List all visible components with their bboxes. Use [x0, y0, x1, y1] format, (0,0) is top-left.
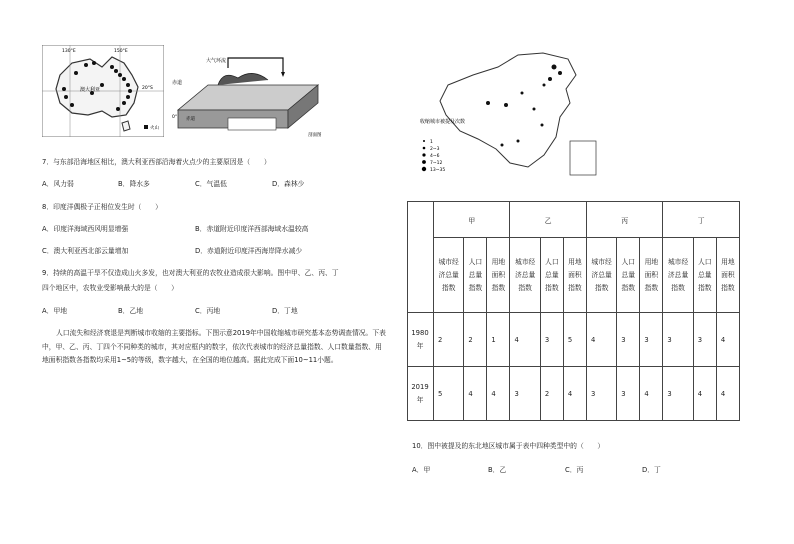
table-header: 用地面积指数	[487, 238, 510, 313]
svg-text:大气环流: 大气环流	[206, 58, 227, 64]
table-header: 用地面积指数	[563, 238, 586, 313]
table-cell: 3	[617, 313, 640, 367]
table-header: 人口总量指数	[464, 238, 487, 313]
q7-option-c[interactable]: C．气温低	[195, 180, 227, 188]
svg-text:7~12: 7~12	[430, 161, 443, 166]
table-cell: 4	[586, 313, 616, 367]
svg-text:130°E: 130°E	[62, 49, 76, 54]
table-header: 城市经济总量指数	[663, 238, 693, 313]
table-cell: 2	[434, 313, 464, 367]
q9-option-c[interactable]: C．丙地	[195, 307, 221, 315]
q10-option-b[interactable]: B．乙	[488, 466, 507, 474]
question-7-stem: 7．与东部沿海地区相比，澳大利亚西部沿海着火点少的主要原因是（ ）	[42, 158, 271, 166]
china-map	[418, 45, 600, 180]
svg-text:剖面图: 剖面图	[308, 133, 322, 138]
table-cell: 2	[464, 313, 487, 367]
table-cell: 4	[510, 313, 540, 367]
dipole-diagram-figure	[168, 50, 333, 138]
table-group-jia: 甲	[434, 202, 510, 238]
q9-option-d[interactable]: D．丁地	[272, 307, 298, 315]
map-label-australia: 澳大利亚	[80, 87, 101, 93]
table-cell: 3	[540, 313, 563, 367]
question-9-stem-line1: 9．持续的高温干旱不仅造成山火多发，也对澳大利亚的农牧业造成很大影响。图中甲、乙、丙、丁	[42, 269, 339, 277]
svg-text:1: 1	[430, 140, 433, 145]
table-row-year: 2019年	[408, 367, 434, 421]
table-header: 用地面积指数	[716, 238, 739, 313]
q10-option-d[interactable]: D．丁	[642, 466, 661, 474]
table-cell: 5	[434, 367, 464, 421]
table-cell: 2	[540, 367, 563, 421]
table-group-yi: 乙	[510, 202, 586, 238]
svg-text:2~3: 2~3	[430, 147, 440, 152]
table-row-year: 1980年	[408, 313, 434, 367]
svg-text:赤道: 赤道	[186, 117, 195, 122]
table-cell: 4	[693, 367, 716, 421]
table-cell: 4	[640, 367, 663, 421]
australia-map	[42, 45, 164, 137]
q10-option-a[interactable]: A．甲	[412, 466, 431, 474]
svg-text:150°E: 150°E	[114, 49, 128, 54]
q10-option-c[interactable]: C．丙	[565, 466, 584, 474]
q8-option-d[interactable]: D．赤道附近印度洋西海岸降水减少	[195, 247, 303, 255]
table-header: 城市经济总量指数	[586, 238, 616, 313]
svg-text:0°: 0°	[172, 115, 178, 120]
svg-text:13~35: 13~35	[430, 168, 446, 173]
q7-option-d[interactable]: D．森林少	[272, 180, 305, 188]
table-cell: 4	[563, 367, 586, 421]
table-cell: 4	[716, 313, 739, 367]
table-header: 人口总量指数	[540, 238, 563, 313]
svg-text:20°S: 20°S	[142, 86, 153, 91]
svg-text:火山: 火山	[150, 126, 159, 131]
question-9-stem-line2: 四个地区中，农牧业受影响最大的是（ ）	[42, 284, 178, 292]
table-group-bing: 丙	[586, 202, 662, 238]
table-cell: 3	[663, 313, 693, 367]
table-header: 人口总量指数	[617, 238, 640, 313]
china-map-figure	[418, 45, 600, 180]
passage-text: 人口流失和经济衰退是判断城市收缩的主要指标。下图示意2019年中国收缩城市研究基本态势调查情况。下表中，甲、乙、丙、丁四个不同种类的城市，其对应框内的数字，依次代表城市的经济总量指数、人口数量指数、用地面积指数各指数均采用1~5的等级，数字越大，在全国的地位越高。据此完成下面10~11小题。	[42, 329, 386, 364]
question-8-stem: 8．印度洋偶极子正相位发生时（ ）	[42, 203, 162, 211]
table-cell: 3	[617, 367, 640, 421]
q7-option-b[interactable]: B．降水多	[118, 180, 150, 188]
table-cell: 3	[693, 313, 716, 367]
table-header: 城市经济总量指数	[434, 238, 464, 313]
q9-option-b[interactable]: B．乙地	[118, 307, 144, 315]
table-cell: 3	[663, 367, 693, 421]
australia-map-figure	[42, 45, 164, 137]
table-cell: 4	[487, 367, 510, 421]
q7-option-a[interactable]: A．风力弱	[42, 180, 74, 188]
q9-option-a[interactable]: A．甲地	[42, 307, 68, 315]
svg-text:4~6: 4~6	[430, 154, 440, 159]
svg-text:赤道: 赤道	[172, 80, 183, 86]
table-header: 城市经济总量指数	[510, 238, 540, 313]
table-group-ding: 丁	[663, 202, 740, 238]
table-cell: 4	[464, 367, 487, 421]
table-cell: 3	[586, 367, 616, 421]
q8-option-c[interactable]: C．澳大利亚西北部云量增加	[42, 247, 129, 255]
china-map-legend-title: 收缩城市被提及次数	[420, 119, 466, 125]
table-cell: 1	[487, 313, 510, 367]
table-cell: 3	[510, 367, 540, 421]
q8-option-a[interactable]: A．印度洋海域西风明显增强	[42, 225, 129, 233]
table-header: 用地面积指数	[640, 238, 663, 313]
city-index-table	[407, 201, 740, 421]
question-10-stem: 10．图中被提及的东北地区城市属于表中四种类型中的（ ）	[412, 442, 605, 450]
table-cell: 3	[640, 313, 663, 367]
q8-option-b[interactable]: B．赤道附近印度洋西部海域水温较高	[195, 225, 309, 233]
table-cell: 5	[563, 313, 586, 367]
table-cell: 4	[716, 367, 739, 421]
dipole-diagram	[168, 50, 333, 138]
table-corner	[408, 202, 434, 313]
table-header: 人口总量指数	[693, 238, 716, 313]
